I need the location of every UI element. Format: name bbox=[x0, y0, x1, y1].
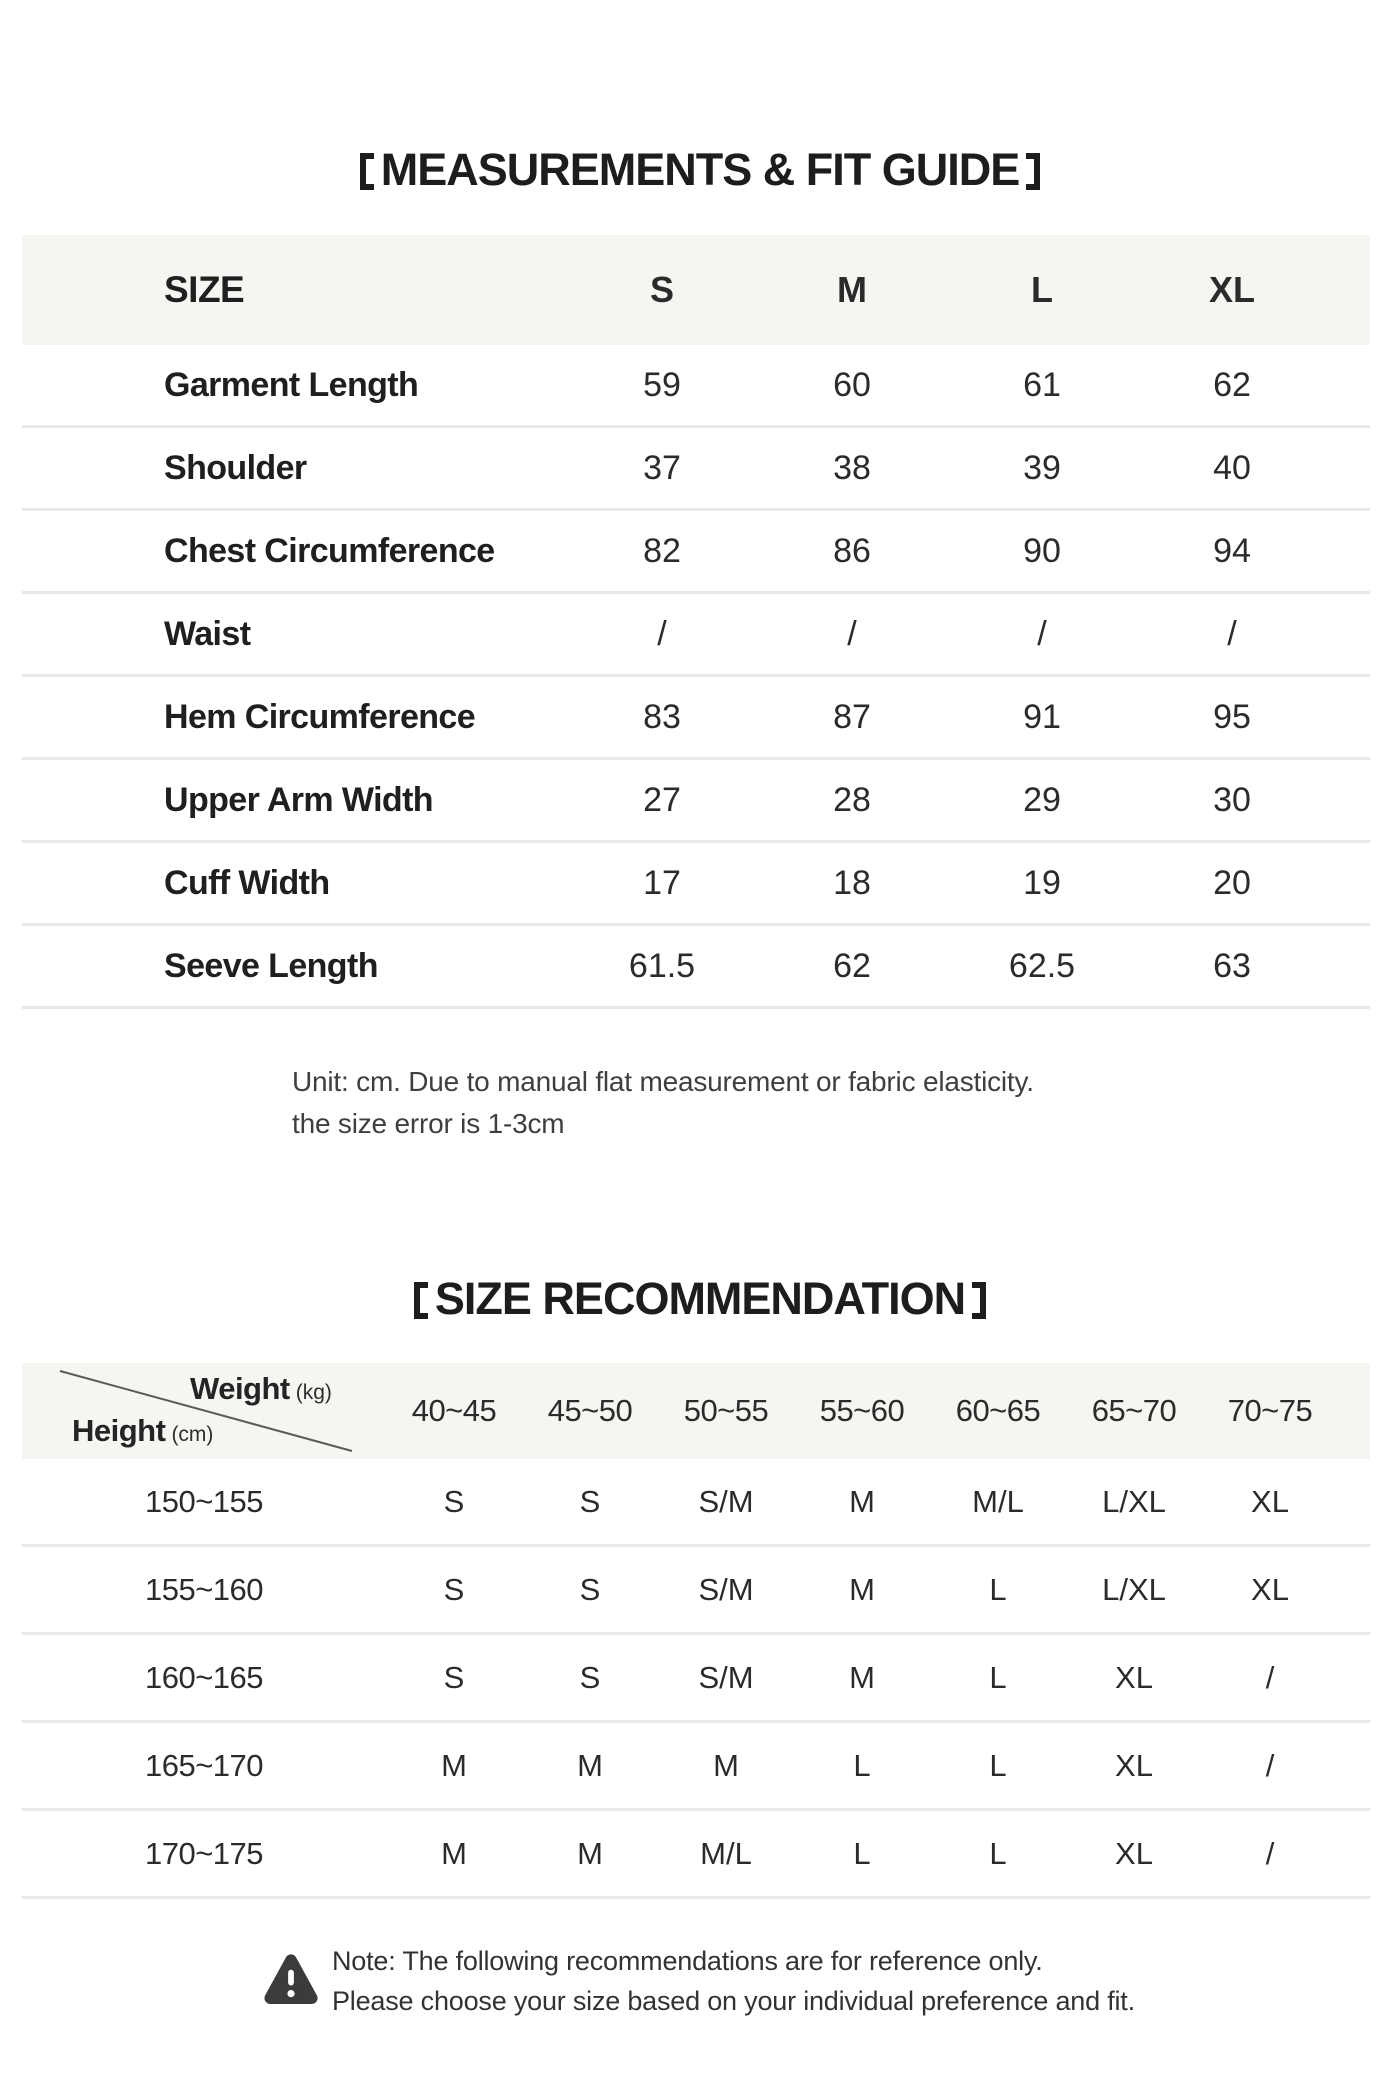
cell-value: 60 bbox=[833, 365, 871, 404]
row-label: Cuff Width bbox=[164, 863, 330, 902]
measurements-title-text: MEASUREMENTS & FIT GUIDE bbox=[380, 144, 1020, 195]
size-cell: M bbox=[713, 1747, 739, 1783]
cell-value: 40 bbox=[1213, 448, 1251, 487]
size-cell: M bbox=[577, 1835, 603, 1871]
measurements-table bbox=[22, 235, 1370, 1009]
size-cell: / bbox=[1265, 1835, 1275, 1871]
cell-value: 29 bbox=[1023, 780, 1061, 819]
weight-column-header: 45~50 bbox=[547, 1393, 633, 1428]
row-label: Chest Circumference bbox=[164, 531, 495, 570]
size-cell: M bbox=[577, 1747, 603, 1783]
size-cell: S bbox=[443, 1483, 465, 1519]
cell-value: 83 bbox=[643, 697, 681, 736]
unit-note bbox=[292, 1061, 1400, 1145]
size-cell: S/M bbox=[698, 1571, 754, 1607]
table-row-seeve-length bbox=[22, 926, 1370, 1009]
weight-unit: (kg) bbox=[295, 1381, 332, 1404]
size-cell: S/M bbox=[698, 1483, 754, 1519]
cell-value: 19 bbox=[1023, 863, 1061, 902]
recommendation-title bbox=[0, 1275, 1400, 1323]
size-cell: / bbox=[1265, 1747, 1275, 1783]
size-cell: XL bbox=[1251, 1483, 1289, 1519]
size-cell: S/M bbox=[698, 1659, 754, 1695]
cell-value: 86 bbox=[833, 531, 871, 570]
right-lenticular-bracket-icon bbox=[972, 1282, 986, 1319]
size-cell: L bbox=[989, 1659, 1007, 1695]
recommendation-row-170-175 bbox=[22, 1811, 1370, 1899]
table-row-garment-length bbox=[22, 345, 1370, 428]
cell-value: 18 bbox=[833, 863, 871, 902]
footer-note-text bbox=[332, 1941, 1135, 2021]
size-cell: M bbox=[849, 1571, 875, 1607]
cell-value: 90 bbox=[1023, 531, 1061, 570]
cell-value: 28 bbox=[833, 780, 871, 819]
column-header-l: L bbox=[1031, 269, 1053, 310]
weight-column-header: 70~75 bbox=[1227, 1393, 1313, 1428]
cell-value: 95 bbox=[1213, 697, 1251, 736]
footer-note-line2: Please choose your size based on your individual preference and fit. bbox=[332, 1986, 1135, 2016]
column-header-xl: XL bbox=[1208, 269, 1255, 310]
recommendation-table-header bbox=[22, 1363, 1370, 1459]
cell-value: 82 bbox=[643, 531, 681, 570]
right-lenticular-bracket-icon bbox=[1026, 153, 1040, 190]
table-row-upper-arm-width bbox=[22, 760, 1370, 843]
size-cell: L bbox=[853, 1835, 871, 1871]
size-cell: S bbox=[579, 1483, 601, 1519]
cell-value: 27 bbox=[643, 780, 681, 819]
height-range-label: 170~175 bbox=[144, 1835, 264, 1871]
recommendation-title-text: SIZE RECOMMENDATION bbox=[434, 1273, 966, 1324]
size-cell: / bbox=[1265, 1659, 1275, 1695]
footer-note-line1: Note: The following recommendations are for reference only. bbox=[332, 1946, 1043, 1976]
size-cell: M bbox=[849, 1483, 875, 1519]
table-row-shoulder bbox=[22, 428, 1370, 511]
cell-value: 62 bbox=[833, 946, 871, 985]
cell-value: 17 bbox=[643, 863, 681, 902]
size-cell: S bbox=[443, 1659, 465, 1695]
size-cell: L/XL bbox=[1102, 1483, 1166, 1519]
cell-value: / bbox=[1227, 614, 1237, 653]
cell-value: 20 bbox=[1213, 863, 1251, 902]
cell-value: 61 bbox=[1023, 365, 1061, 404]
unit-note-line2: the size error is 1-3cm bbox=[292, 1108, 565, 1139]
left-lenticular-bracket-icon bbox=[360, 153, 374, 190]
height-range-label: 165~170 bbox=[144, 1747, 264, 1783]
size-cell: L bbox=[989, 1747, 1007, 1783]
size-cell: S bbox=[579, 1659, 601, 1695]
size-cell: L/XL bbox=[1102, 1571, 1166, 1607]
size-cell: M/L bbox=[700, 1835, 752, 1871]
size-cell: M bbox=[441, 1747, 467, 1783]
recommendation-table bbox=[22, 1363, 1370, 1899]
cell-value: 59 bbox=[643, 365, 681, 404]
weight-column-header: 60~65 bbox=[955, 1393, 1041, 1428]
measurements-title bbox=[0, 0, 1400, 194]
footer-note bbox=[264, 1941, 1400, 2021]
size-cell: L bbox=[853, 1747, 871, 1783]
cell-value: 91 bbox=[1023, 697, 1061, 736]
cell-value: / bbox=[847, 614, 857, 653]
cell-value: 37 bbox=[643, 448, 681, 487]
cell-value: 62.5 bbox=[1008, 946, 1076, 985]
height-range-label: 150~155 bbox=[144, 1483, 264, 1519]
cell-value: 87 bbox=[833, 697, 871, 736]
recommendation-row-155-160 bbox=[22, 1547, 1370, 1635]
size-cell: XL bbox=[1115, 1835, 1153, 1871]
cell-value: 38 bbox=[833, 448, 871, 487]
cell-value: / bbox=[1037, 614, 1047, 653]
height-unit: (cm) bbox=[171, 1423, 214, 1446]
cell-value: / bbox=[657, 614, 667, 653]
column-header-s: S bbox=[649, 269, 674, 310]
size-cell: XL bbox=[1115, 1747, 1153, 1783]
size-cell: M bbox=[849, 1659, 875, 1695]
row-label: Seeve Length bbox=[164, 946, 378, 985]
weight-height-corner-cell bbox=[22, 1363, 386, 1459]
table-row-cuff-width bbox=[22, 843, 1370, 926]
height-label: Height bbox=[72, 1413, 166, 1448]
size-cell: XL bbox=[1251, 1571, 1289, 1607]
size-cell: L bbox=[989, 1835, 1007, 1871]
weight-column-header: 65~70 bbox=[1091, 1393, 1177, 1428]
row-label: Waist bbox=[164, 614, 251, 653]
table-row-hem-circumference bbox=[22, 677, 1370, 760]
cell-value: 94 bbox=[1213, 531, 1251, 570]
cell-value: 61.5 bbox=[628, 946, 696, 985]
row-label: Garment Length bbox=[164, 365, 419, 404]
recommendation-row-150-155 bbox=[22, 1459, 1370, 1547]
recommendation-row-165-170 bbox=[22, 1723, 1370, 1811]
cell-value: 63 bbox=[1213, 946, 1251, 985]
height-range-label: 155~160 bbox=[144, 1571, 264, 1607]
cell-value: 62 bbox=[1213, 365, 1251, 404]
row-label: Hem Circumference bbox=[164, 697, 476, 736]
row-label: Upper Arm Width bbox=[164, 780, 433, 819]
size-cell: M bbox=[441, 1835, 467, 1871]
cell-value: 30 bbox=[1213, 780, 1251, 819]
size-cell: S bbox=[443, 1571, 465, 1607]
recommendation-row-160-165 bbox=[22, 1635, 1370, 1723]
cell-value: 39 bbox=[1023, 448, 1061, 487]
weight-label: Weight bbox=[190, 1371, 290, 1406]
left-lenticular-bracket-icon bbox=[414, 1282, 428, 1319]
table-row-chest-circumference bbox=[22, 511, 1370, 594]
column-header-size: SIZE bbox=[164, 269, 245, 310]
measurements-table-header bbox=[22, 235, 1370, 345]
unit-note-line1: Unit: cm. Due to manual flat measurement or fabric elasticity. bbox=[292, 1066, 1034, 1097]
weight-column-header: 55~60 bbox=[819, 1393, 905, 1428]
column-header-m: M bbox=[837, 269, 867, 310]
warning-icon bbox=[264, 1952, 318, 2010]
height-range-label: 160~165 bbox=[144, 1659, 264, 1695]
size-cell: L bbox=[989, 1571, 1007, 1607]
weight-column-header: 50~55 bbox=[683, 1393, 769, 1428]
size-cell: M/L bbox=[972, 1483, 1024, 1519]
size-cell: S bbox=[579, 1571, 601, 1607]
weight-column-header: 40~45 bbox=[411, 1393, 497, 1428]
weight-axis-label bbox=[190, 1371, 332, 1407]
height-axis-label bbox=[72, 1413, 213, 1449]
row-label: Shoulder bbox=[164, 448, 307, 487]
table-row-waist bbox=[22, 594, 1370, 677]
size-cell: XL bbox=[1115, 1659, 1153, 1695]
